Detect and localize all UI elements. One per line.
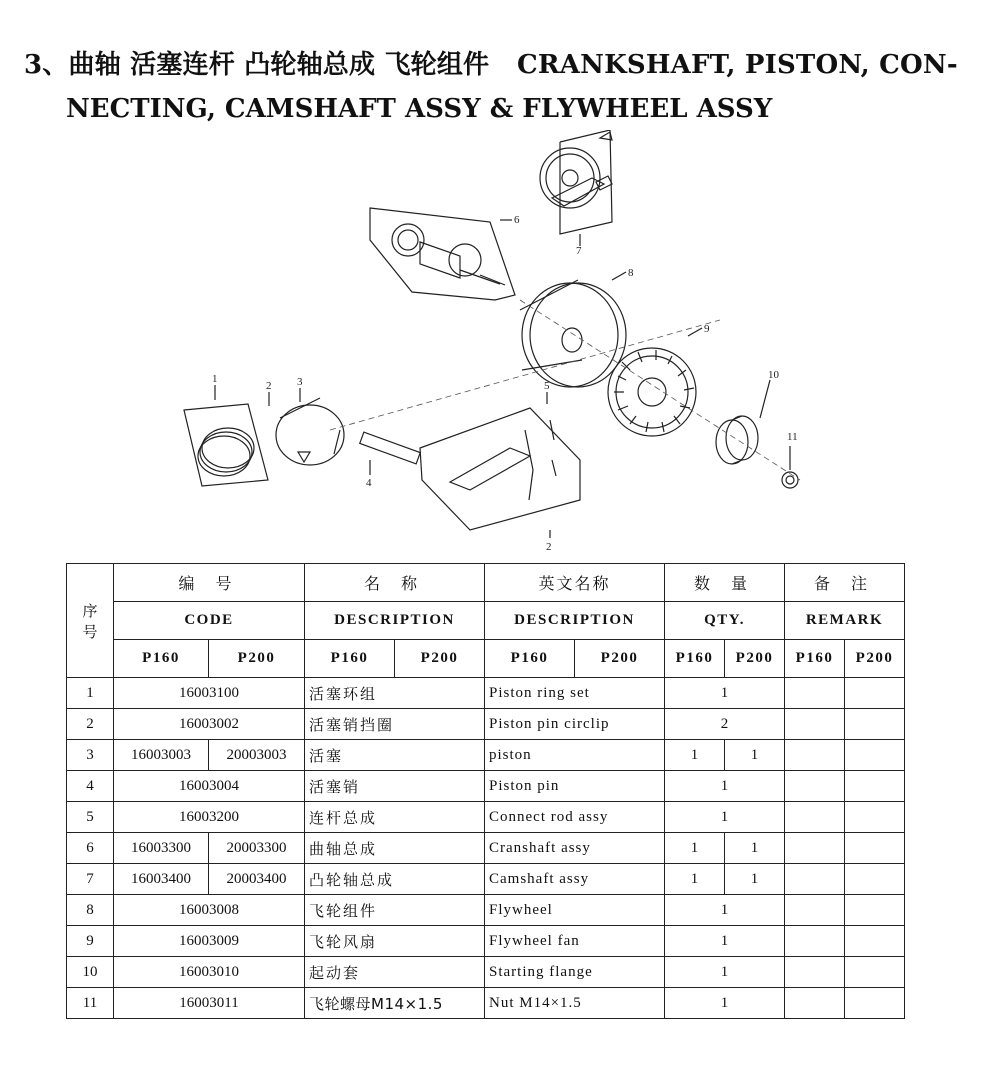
quantity: 1 <box>665 895 785 926</box>
row-number: 5 <box>67 802 114 833</box>
callout-2: 2 <box>266 380 272 392</box>
callout-6: 6 <box>514 214 520 226</box>
part-code: 16003011 <box>114 988 305 1019</box>
header-row-en <box>67 602 905 640</box>
part-code-p160: 16003400 <box>114 864 209 895</box>
part-name-cn: 飞轮风扇 <box>305 926 485 957</box>
qty-cn-header: 数 量 <box>665 564 785 602</box>
quantity: 1 <box>665 926 785 957</box>
part-code: 16003008 <box>114 895 305 926</box>
part-name-cn: 活塞环组 <box>305 678 485 709</box>
part-name-en: Starting flange <box>485 957 665 988</box>
piston-ring-set-drawing <box>184 404 268 486</box>
code-en-header: CODE <box>114 602 305 640</box>
callout-2-lower: 2 <box>546 541 552 553</box>
quantity-p200: 1 <box>725 740 785 771</box>
part-name-en: Connect rod assy <box>485 802 665 833</box>
part-name-en: Piston pin <box>485 771 665 802</box>
connecting-rod-drawing <box>420 408 580 530</box>
remark-p160 <box>785 833 845 864</box>
remark-p200 <box>845 895 905 926</box>
table-row <box>67 864 905 895</box>
desc2-cn-header: 英文名称 <box>485 564 665 602</box>
header-row-model <box>67 640 905 678</box>
remark-p160 <box>785 771 845 802</box>
model-p200: P200 <box>575 640 665 678</box>
table-row <box>67 678 905 709</box>
desc-en-header: DESCRIPTION <box>305 602 485 640</box>
remark-p160 <box>785 895 845 926</box>
remark-p160 <box>785 957 845 988</box>
code-cn-header: 编 号 <box>114 564 305 602</box>
quantity-p200: 1 <box>725 864 785 895</box>
part-name-cn: 飞轮螺母M14×1.5 <box>305 988 485 1019</box>
remark-p200 <box>845 678 905 709</box>
remark-p200 <box>845 988 905 1019</box>
desc-cn-header: 名 称 <box>305 564 485 602</box>
table-row <box>67 709 905 740</box>
flywheel-fan-drawing <box>608 348 696 436</box>
callout-8: 8 <box>628 267 634 279</box>
part-name-cn: 曲轴总成 <box>305 833 485 864</box>
callout-7: 7 <box>576 245 582 257</box>
remark-p200 <box>845 740 905 771</box>
qty-en-header: QTY. <box>665 602 785 640</box>
part-code-p160: 16003003 <box>114 740 209 771</box>
table-row <box>67 895 905 926</box>
model-p160: P160 <box>305 640 395 678</box>
part-code: 16003002 <box>114 709 305 740</box>
callout-10: 10 <box>768 369 779 381</box>
remark-p200 <box>845 802 905 833</box>
remark-p160 <box>785 864 845 895</box>
part-name-cn: 起动套 <box>305 957 485 988</box>
row-number: 8 <box>67 895 114 926</box>
crankshaft-drawing <box>370 208 515 300</box>
quantity: 1 <box>665 988 785 1019</box>
part-name-en: Nut M14×1.5 <box>485 988 665 1019</box>
row-number: 9 <box>67 926 114 957</box>
row-number: 4 <box>67 771 114 802</box>
model-p200: P200 <box>845 640 905 678</box>
quantity: 1 <box>665 957 785 988</box>
remark-p200 <box>845 709 905 740</box>
table-row <box>67 740 905 771</box>
part-name-en: piston <box>485 740 665 771</box>
quantity: 1 <box>665 771 785 802</box>
row-number: 2 <box>67 709 114 740</box>
part-code-p160: 16003300 <box>114 833 209 864</box>
remark-p160 <box>785 988 845 1019</box>
remark-p200 <box>845 833 905 864</box>
callout-1: 1 <box>212 373 218 385</box>
remark-p200 <box>845 864 905 895</box>
part-name-cn: 活塞销 <box>305 771 485 802</box>
nut-drawing <box>782 472 798 488</box>
part-name-cn: 飞轮组件 <box>305 895 485 926</box>
part-code: 16003100 <box>114 678 305 709</box>
part-code: 16003010 <box>114 957 305 988</box>
quantity-p160: 1 <box>665 740 725 771</box>
title-english-line1: CRANKSHAFT, PISTON, CON- <box>517 50 958 80</box>
model-p200: P200 <box>395 640 485 678</box>
callout-3: 3 <box>297 376 303 388</box>
remark-p160 <box>785 926 845 957</box>
part-code: 16003004 <box>114 771 305 802</box>
part-code: 16003200 <box>114 802 305 833</box>
part-code-p200: 20003400 <box>209 864 305 895</box>
remark-p160 <box>785 740 845 771</box>
callout-11: 11 <box>787 431 798 443</box>
exploded-parts-diagram <box>160 130 840 560</box>
table-row <box>67 802 905 833</box>
part-code-p200: 20003300 <box>209 833 305 864</box>
part-name-cn: 连杆总成 <box>305 802 485 833</box>
part-name-en: Camshaft assy <box>485 864 665 895</box>
remark-p160 <box>785 709 845 740</box>
piston-pin-drawing <box>360 432 420 464</box>
table-row <box>67 957 905 988</box>
seq-header: 序号 <box>67 564 114 678</box>
part-name-cn: 活塞 <box>305 740 485 771</box>
quantity: 1 <box>665 678 785 709</box>
row-number: 7 <box>67 864 114 895</box>
quantity-p200: 1 <box>725 833 785 864</box>
table-row <box>67 926 905 957</box>
remark-p200 <box>845 926 905 957</box>
part-name-en: Cranshaft assy <box>485 833 665 864</box>
table-row <box>67 771 905 802</box>
title-chinese: 曲轴 活塞连杆 凸轮轴总成 飞轮组件 <box>68 50 490 80</box>
part-code-p200: 20003003 <box>209 740 305 771</box>
quantity-p160: 1 <box>665 833 725 864</box>
callout-4: 4 <box>366 477 372 489</box>
row-number: 10 <box>67 957 114 988</box>
model-p160: P160 <box>785 640 845 678</box>
row-number: 6 <box>67 833 114 864</box>
remark-cn-header: 备 注 <box>785 564 905 602</box>
remark-p200 <box>845 957 905 988</box>
quantity: 1 <box>665 802 785 833</box>
part-code: 16003009 <box>114 926 305 957</box>
remark-p160 <box>785 678 845 709</box>
model-p160: P160 <box>665 640 725 678</box>
part-name-en: Piston ring set <box>485 678 665 709</box>
quantity-p160: 1 <box>665 864 725 895</box>
model-p200: P200 <box>725 640 785 678</box>
model-p160: P160 <box>114 640 209 678</box>
part-name-en: Flywheel <box>485 895 665 926</box>
page-title <box>24 44 958 81</box>
desc2-en-header: DESCRIPTION <box>485 602 665 640</box>
camshaft-drawing <box>540 130 612 242</box>
callout-9: 9 <box>704 323 710 335</box>
header-row-cn <box>67 564 905 602</box>
quantity: 2 <box>665 709 785 740</box>
model-p200: P200 <box>209 640 305 678</box>
remark-p160 <box>785 802 845 833</box>
piston-drawing <box>276 398 344 465</box>
callout-5: 5 <box>544 380 550 392</box>
title-english-line2: NECTING, CAMSHAFT ASSY & FLYWHEEL ASSY <box>66 94 773 124</box>
section-number: 3、 <box>24 50 69 80</box>
remark-p200 <box>845 771 905 802</box>
table-row <box>67 833 905 864</box>
table-row <box>67 988 905 1019</box>
row-number: 3 <box>67 740 114 771</box>
model-p160: P160 <box>485 640 575 678</box>
remark-en-header: REMARK <box>785 602 905 640</box>
parts-table <box>66 563 905 1019</box>
flywheel-drawing <box>520 280 626 387</box>
part-name-cn: 活塞销挡圈 <box>305 709 485 740</box>
part-name-en: Piston pin circlip <box>485 709 665 740</box>
row-number: 11 <box>67 988 114 1019</box>
part-name-en: Flywheel fan <box>485 926 665 957</box>
starting-flange-drawing <box>716 416 758 464</box>
part-name-cn: 凸轮轴总成 <box>305 864 485 895</box>
row-number: 1 <box>67 678 114 709</box>
